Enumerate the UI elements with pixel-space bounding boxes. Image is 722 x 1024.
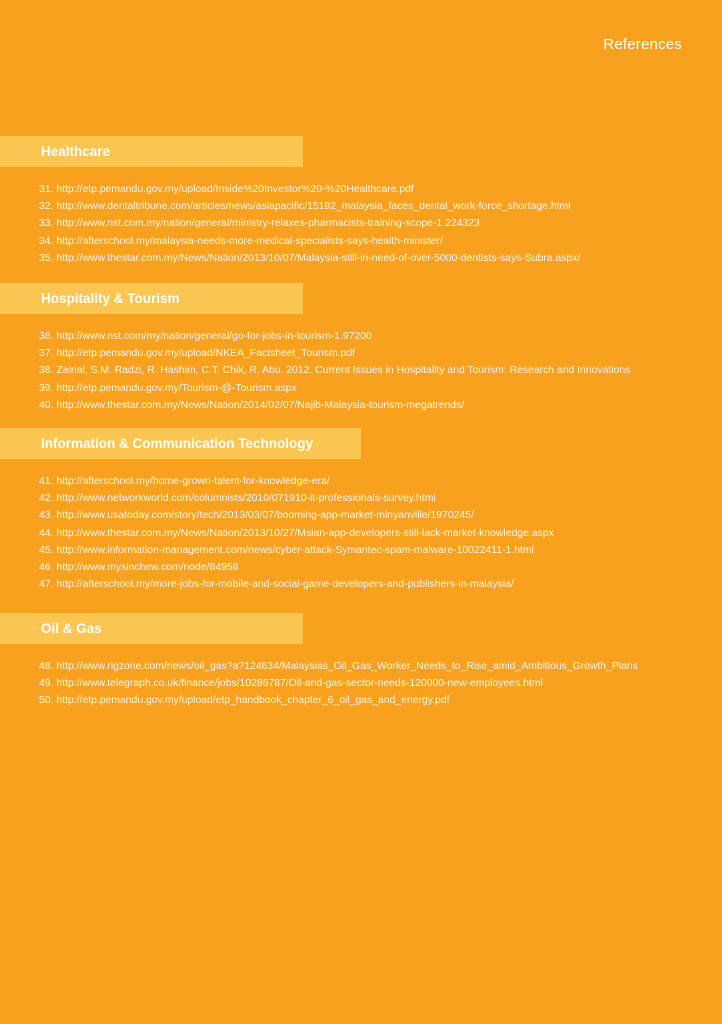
reference-item[interactable]: 44. http://www.thestar.com.my/News/Nation/2013/10/27/Msian-app-developers-still-lack-market-knowledge.aspx (39, 527, 554, 539)
section-heading: Hospitality & Tourism (0, 283, 303, 314)
reference-list (0, 473, 722, 593)
reference-item[interactable]: 39. http://etp.pemandu.gov.my/Tourism-@-Tourism.aspx (39, 382, 297, 394)
section-ict (0, 428, 722, 593)
reference-item[interactable]: 49. http://www.telegraph.co.uk/finance/jobs/10286787/Oil-and-gas-sector-needs-120000-new-employees.html (39, 678, 543, 690)
reference-item[interactable]: 34. http://afterschool.my/malaysia-needs-more-medical-specialists-says-health-minister/ (39, 235, 443, 247)
reference-list (0, 181, 722, 267)
section-heading: Oil & Gas (0, 613, 303, 644)
reference-item: 38. Zainal, S.M. Radzi, R. Hashim, C.T. Chik, R. Abu. 2012. Current Issues in Hospitality and Tourism: Research and Innovations (39, 365, 631, 377)
section-hospitality-tourism (0, 283, 722, 414)
reference-item[interactable]: 35. http://www.thestar.com.my/News/Nation/2013/10/07/Malaysia-still-in-need-of-over-5000-dentists-says-Subra.aspx/ (39, 252, 581, 264)
reference-list (0, 658, 722, 710)
section-heading: Healthcare (0, 136, 303, 167)
reference-item[interactable]: 45. http://www.information-management.com/news/cyber-attack-Symantec-spam-malware-10022411-1.html (39, 544, 534, 556)
reference-item[interactable]: 42. http://www.networkworld.com/columnists/2010/071910-it-professionals-survey.html (39, 493, 436, 505)
reference-item[interactable]: 48. http://www.rigzone.com/news/oil_gas?a?124634/Malaysias_Oil_Gas_Worker_Needs_to_Rise_amid_Ambitious_Growth_Plans (39, 661, 638, 672)
reference-item[interactable]: 40. http://www.thestar.com.my/News/Nation/2014/02/07/Najib-Malaysia-tourism-megatrends/ (39, 399, 465, 411)
reference-item[interactable]: 47. http://afterschool.my/more-jobs-for-mobile-and-social-game-developers-and-publishers-in-malaysia/ (39, 579, 514, 591)
reference-list (0, 328, 722, 414)
reference-item[interactable]: 31. http://etp.pemandu.gov.my/upload/Inside%20Investor%20-%20Healthcare.pdf (39, 184, 414, 195)
reference-item[interactable]: 36. http://www.nst.com/my/nation/general/go-for-jobs-in-tourism-1.97200 (39, 331, 372, 342)
section-oil-gas (0, 613, 722, 710)
reference-item[interactable]: 32. http://www.dentaltribune.com/articles/news/asiapacific/15192_malaysia_faces_dental_work-force_shortage.html (39, 201, 571, 213)
reference-item[interactable]: 50. http://etp.pemandu.gov.my/upload/etp_handbook_chapter_6_oil_gas_and_energy.pdf (39, 695, 450, 707)
reference-item[interactable]: 37. http://etp.pemandu.gov.my/upload/NKEA_Factsheet_Tourism.pdf (39, 348, 355, 360)
section-healthcare (0, 136, 722, 267)
reference-item[interactable]: 41. http://afterschool.my/home-grown-talent-for-knowledge-era/ (39, 476, 330, 487)
reference-item[interactable]: 33. http://www.nst.com.my/nation/general/ministry-relaxes-pharmacists-training-scope-1.224323 (39, 218, 480, 230)
section-heading: Information & Communication Technology (0, 428, 361, 459)
reference-item[interactable]: 46. http://www.mysinchew.com/node/84958 (39, 562, 239, 574)
reference-item[interactable]: 43. http://www.usatoday.com/story/tech/2013/03/07/booming-app-market-minyanville/1970245/ (39, 510, 474, 522)
page-title: References (603, 36, 682, 53)
